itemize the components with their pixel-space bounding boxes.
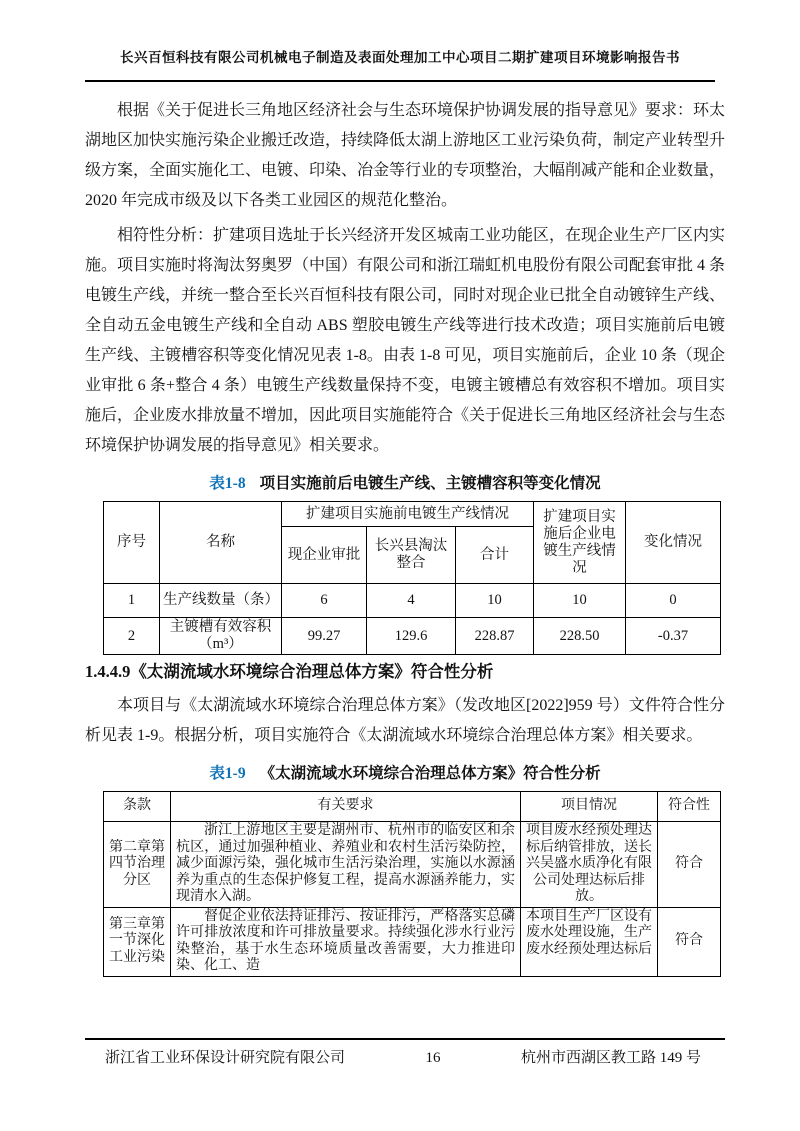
t18-r2-name: 主镀槽有效容积（m³）: [160, 618, 282, 655]
t18-header-group-before: 扩建项目实施前电镀生产线情况: [282, 502, 534, 527]
table-row: [104, 822, 721, 908]
t19-header-clause: 条款: [104, 792, 171, 822]
paragraph-guidance: 根据《关于促进长三角地区经济社会与生态环境保护协调发展的指导意见》要求：环太湖地区加快实施污染企业搬迁改造，持续降低太湖上游地区工业污染负荷，制定产业转型升级方案，全面实施化工、电镀、印染、冶金等行业的专项整治，大幅削减产能和企业数量，2020 年完成市级及以下各类工业园区的规范化整治。: [85, 102, 726, 209]
table-1-9: [103, 791, 721, 977]
t19-header-project: 项目情况: [521, 792, 658, 822]
t18-r2-approved: 99.27: [282, 618, 367, 655]
t18-header-sub1: 现企业审批: [282, 527, 367, 584]
t18-r1-seq: 1: [104, 584, 160, 618]
footer-company: 浙江省工业环保设计研究院有限公司: [105, 1050, 346, 1066]
t19-r2-requirement: [171, 907, 521, 976]
t18-r1-change: 0: [626, 584, 721, 618]
t18-r1-name: 生产线数量（条）: [160, 584, 282, 618]
t19-r2-project: 本项目生产厂区设有废水处理设施，生产废水经预处理达标后: [521, 907, 658, 976]
table-row: [104, 584, 721, 618]
t18-r2-after: 228.50: [534, 618, 626, 655]
t19-header-conformity: 符合性: [658, 792, 721, 822]
table19-caption: [85, 761, 725, 783]
t19-r1-project: 项目废水经预处理达标后纳管排放，送长兴吴盛水质净化有限公司处理达标后排放。: [521, 822, 658, 908]
t19-r2-conformity: 符合: [658, 907, 721, 976]
table18-title: 项目实施前后电镀生产线、主镀槽容积等变化情况: [259, 475, 601, 492]
table19-label: 表1-9: [209, 765, 246, 782]
t18-header-sub3: 合计: [456, 527, 534, 584]
t18-r1-eliminated: 4: [367, 584, 456, 618]
page-footer: [85, 1038, 725, 1067]
t19-header-requirement: 有关要求: [171, 792, 521, 822]
t19-r2-clause: 第三章第一节深化工业污染: [104, 907, 171, 976]
t18-header-name: 名称: [160, 502, 282, 584]
t18-r1-after: 10: [534, 584, 626, 618]
t19-r1-clause: 第二章第四节治理分区: [104, 822, 171, 908]
table18-caption: [85, 471, 725, 493]
table-1-8: [103, 501, 721, 655]
t18-r1-approved: 6: [282, 584, 367, 618]
t19-r1-requirement: [171, 822, 521, 908]
paragraph-taihu: 本项目与《太湖流域水环境综合治理总体方案》（发改地区[2022]959 号）文件符合性分析见表 1-9。根据分析，项目实施符合《太湖流域水环境综合治理总体方案》相关要求。: [85, 697, 725, 744]
t18-r2-total: 228.87: [456, 618, 534, 655]
page-header: [0, 0, 800, 82]
footer-page-number: 16: [425, 1050, 441, 1066]
t18-r2-seq: 2: [104, 618, 160, 655]
table18-label: 表1-8: [209, 475, 246, 492]
t18-header-after: 扩建项目实施后企业电镀生产线情况: [534, 502, 626, 584]
t19-r2-requirement-text: 督促企业依法持证排污、按证排污，严格落实总磷许可排放浓度和许可排放量要求。持续强化涉水行业污染整治，基于水生态环境质量改善需要，大力推进印染、化工、造: [176, 908, 515, 973]
page-content: [0, 82, 800, 977]
t18-r1-total: 10: [456, 584, 534, 618]
t18-r2-eliminated: 129.6: [367, 618, 456, 655]
section-heading-1-4-4-9: 1.4.4.9《太湖流域水环境综合治理总体方案》符合性分析: [85, 662, 494, 681]
footer-address: 杭州市西湖区教工路 149 号: [520, 1050, 701, 1066]
table19-title: 《太湖流域水环境综合治理总体方案》符合性分析: [259, 765, 601, 782]
t18-header-sub2: 长兴县淘汰整合: [367, 527, 456, 584]
t18-r2-change: -0.37: [626, 618, 721, 655]
paragraph-conformity-analysis: 相符性分析：扩建项目选址于长兴经济开发区城南工业功能区，在现企业生产厂区内实施。项目实施时将淘汰努奥罗（中国）有限公司和浙江瑞虹机电股份有限公司配套审批 4 条电镀生产线，并统一整合至长兴百恒科技有限公司，同时对现企业已批全自动镀锌生产线、全自动五金电镀生产线和全自动 ABS 塑胶电镀生产线等进行技术改造；项目实施前后电镀生产线、主镀槽容积等变化情况见表 1-8。由表 1-8 可见，项目实施前后，企业 10 条（现企业审批 6 条+整合 4 条）电镀生产线数量保持不变，电镀主镀槽总有效容积不增加。项目实施后，企业废水排放量不增加，因此项目实施能符合《关于促进长三角地区经济社会与生态环境保护协调发展的指导意见》相关要求。: [85, 227, 726, 454]
t18-header-change: 变化情况: [626, 502, 721, 584]
table-row: [104, 618, 721, 655]
footer-line: [85, 1040, 725, 1067]
t19-r1-requirement-text: 浙江上游地区主要是湖州市、杭州市的临安区和余杭区，通过加强种植业、养殖业和农村生活污染防控，减少面源污染，强化城市生活污染治理，实施以水源涵养为重点的生态保护修复工程，提高水源涵养能力，实现清水入湖。: [176, 823, 515, 904]
table-row: [104, 907, 721, 976]
t19-r1-conformity: 符合: [658, 822, 721, 908]
t18-header-seq: 序号: [104, 502, 160, 584]
report-title: 长兴百恒科技有限公司机械电子制造及表面处理加工中心项目二期扩建项目环境影响报告书: [120, 50, 680, 65]
